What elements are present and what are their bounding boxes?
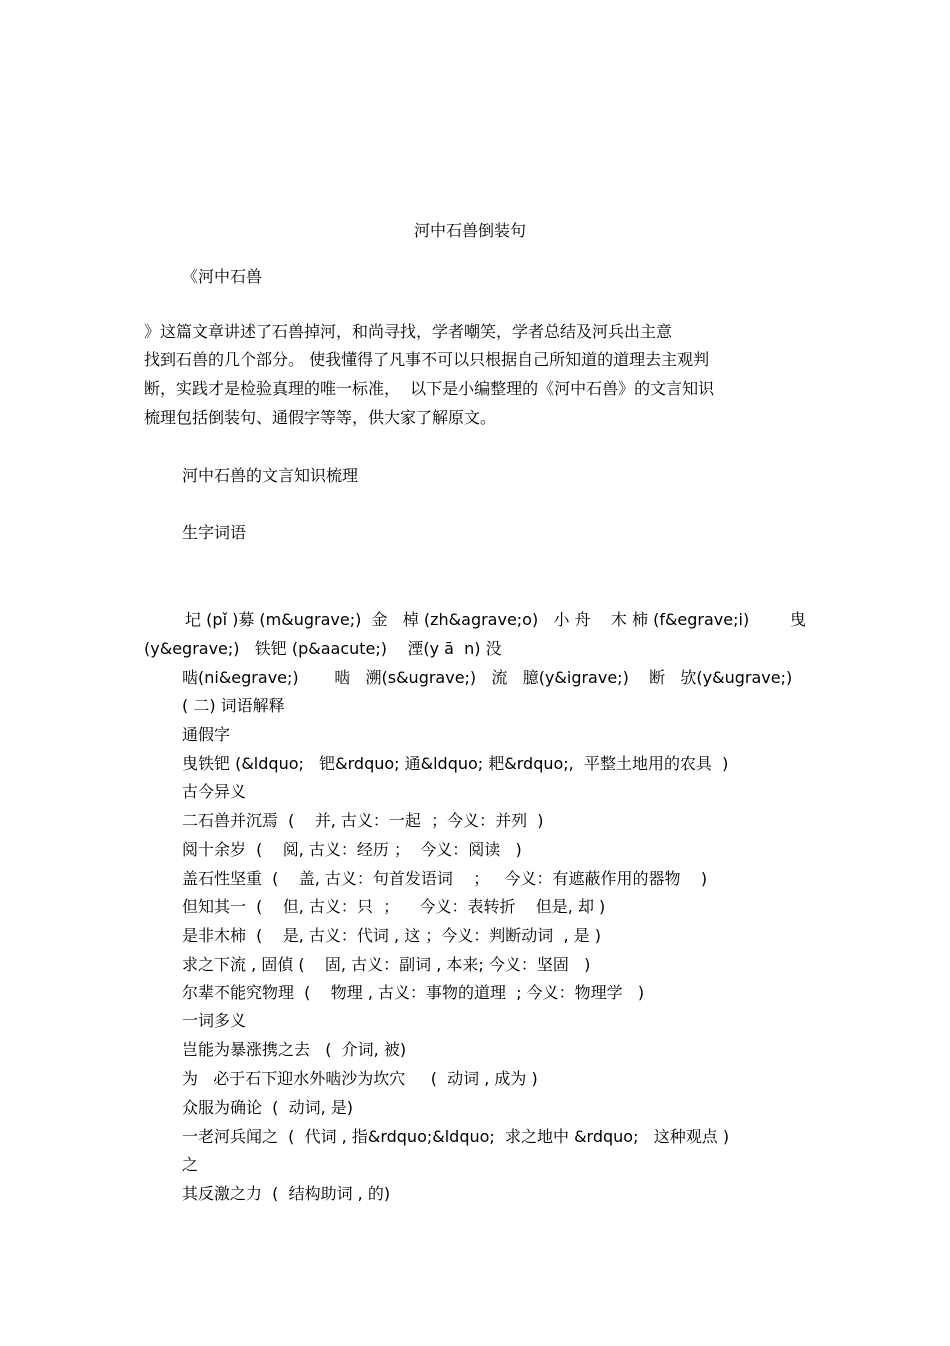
body-line: 岂能为暴涨携之去 ( 介词, 被) bbox=[182, 1040, 407, 1059]
vocab-line: (y&egrave;) 铁钯 (p&aacute;) 湮(y ā n) 没 bbox=[144, 639, 502, 658]
body-line: 曳铁钯 (&ldquo; 钯&rdquo; 通&ldquo; 耙&rdquo;, 平整土地用的农具 ) bbox=[182, 754, 729, 773]
body-line: 二石兽并沉焉 ( 并, 古义：一起 ；今义：并列 ) bbox=[182, 811, 544, 830]
body-line: 为 必于石下迎水外啮沙为坎穴 ( 动词 , 成为 ) bbox=[182, 1069, 538, 1088]
intro-paragraph-line: 》这篇文章讲述了石兽掉河，和尚寻找，学者嘲笑，学者总结及河兵出主意 bbox=[144, 322, 673, 341]
vocab-line: 啮(ni&egrave;) 啮 溯(s&ugrave;) 流 臆(y&igrave;) 断 欤(y&ugrave;) bbox=[182, 668, 793, 687]
vocab-line: 圮 (pǐ )募 (m&ugrave;) 金 棹 (zh&agrave;o) 小 舟 木 柿 (f&egrave;i) 曳 bbox=[180, 610, 806, 629]
body-line: 但知其一 ( 但, 古义：只 ； 今义：表转折 但是, 却 ) bbox=[182, 897, 606, 916]
body-line: ( 二) 词语解释 bbox=[182, 696, 285, 715]
body-line: 古今异义 bbox=[182, 782, 247, 801]
intro-paragraph-line: 梳理包括倒装句、通假字等等，供大家了解原文。 bbox=[144, 408, 497, 427]
body-line: 一老河兵闻之 ( 代词 , 指&rdquo;&ldquo; 求之地中 &rdquo; 这种观点 ) bbox=[182, 1127, 730, 1146]
body-line: 一词多义 bbox=[182, 1011, 247, 1030]
page-title: 河中石兽倒装句 bbox=[413, 221, 526, 240]
body-line: 通假字 bbox=[182, 725, 231, 744]
intro-paragraph-line: 断，实践才是检验真理的唯一标准， 以下是小编整理的《河中石兽》的文言知识 bbox=[144, 379, 715, 398]
subsection-heading: 生字词语 bbox=[182, 523, 247, 542]
intro-paragraph-line: 找到石兽的几个部分。 使我懂得了凡事不可以只根据自己所知道的道理去主观判 bbox=[144, 350, 710, 369]
body-line: 是非木柿 ( 是, 古义：代词 , 这 ；今义：判断动词 , 是 ) bbox=[182, 926, 601, 945]
body-line: 其反激之力 ( 结构助词 , 的) bbox=[182, 1184, 391, 1203]
body-line: 阅十余岁 ( 阅, 古义：经历 ； 今义：阅读 ) bbox=[182, 840, 522, 859]
body-line: 盖石性坚重 ( 盖, 古义：句首发语词 ； 今义：有遮蔽作用的器物 ) bbox=[182, 869, 708, 888]
body-line: 众服为确论 ( 动词, 是) bbox=[182, 1098, 354, 1117]
section-heading: 河中石兽的文言知识梳理 bbox=[182, 466, 359, 485]
intro-first-line: 《河中石兽 bbox=[182, 267, 263, 286]
body-line: 求之下流 , 固偵 ( 固, 古义：副词 , 本来; 今义：坚固 ) bbox=[182, 955, 591, 974]
body-line: 尔辈不能究物理 ( 物理 , 古义：事物的道理 ; 今义：物理学 ) bbox=[182, 983, 645, 1002]
body-line: 之 bbox=[182, 1155, 199, 1174]
